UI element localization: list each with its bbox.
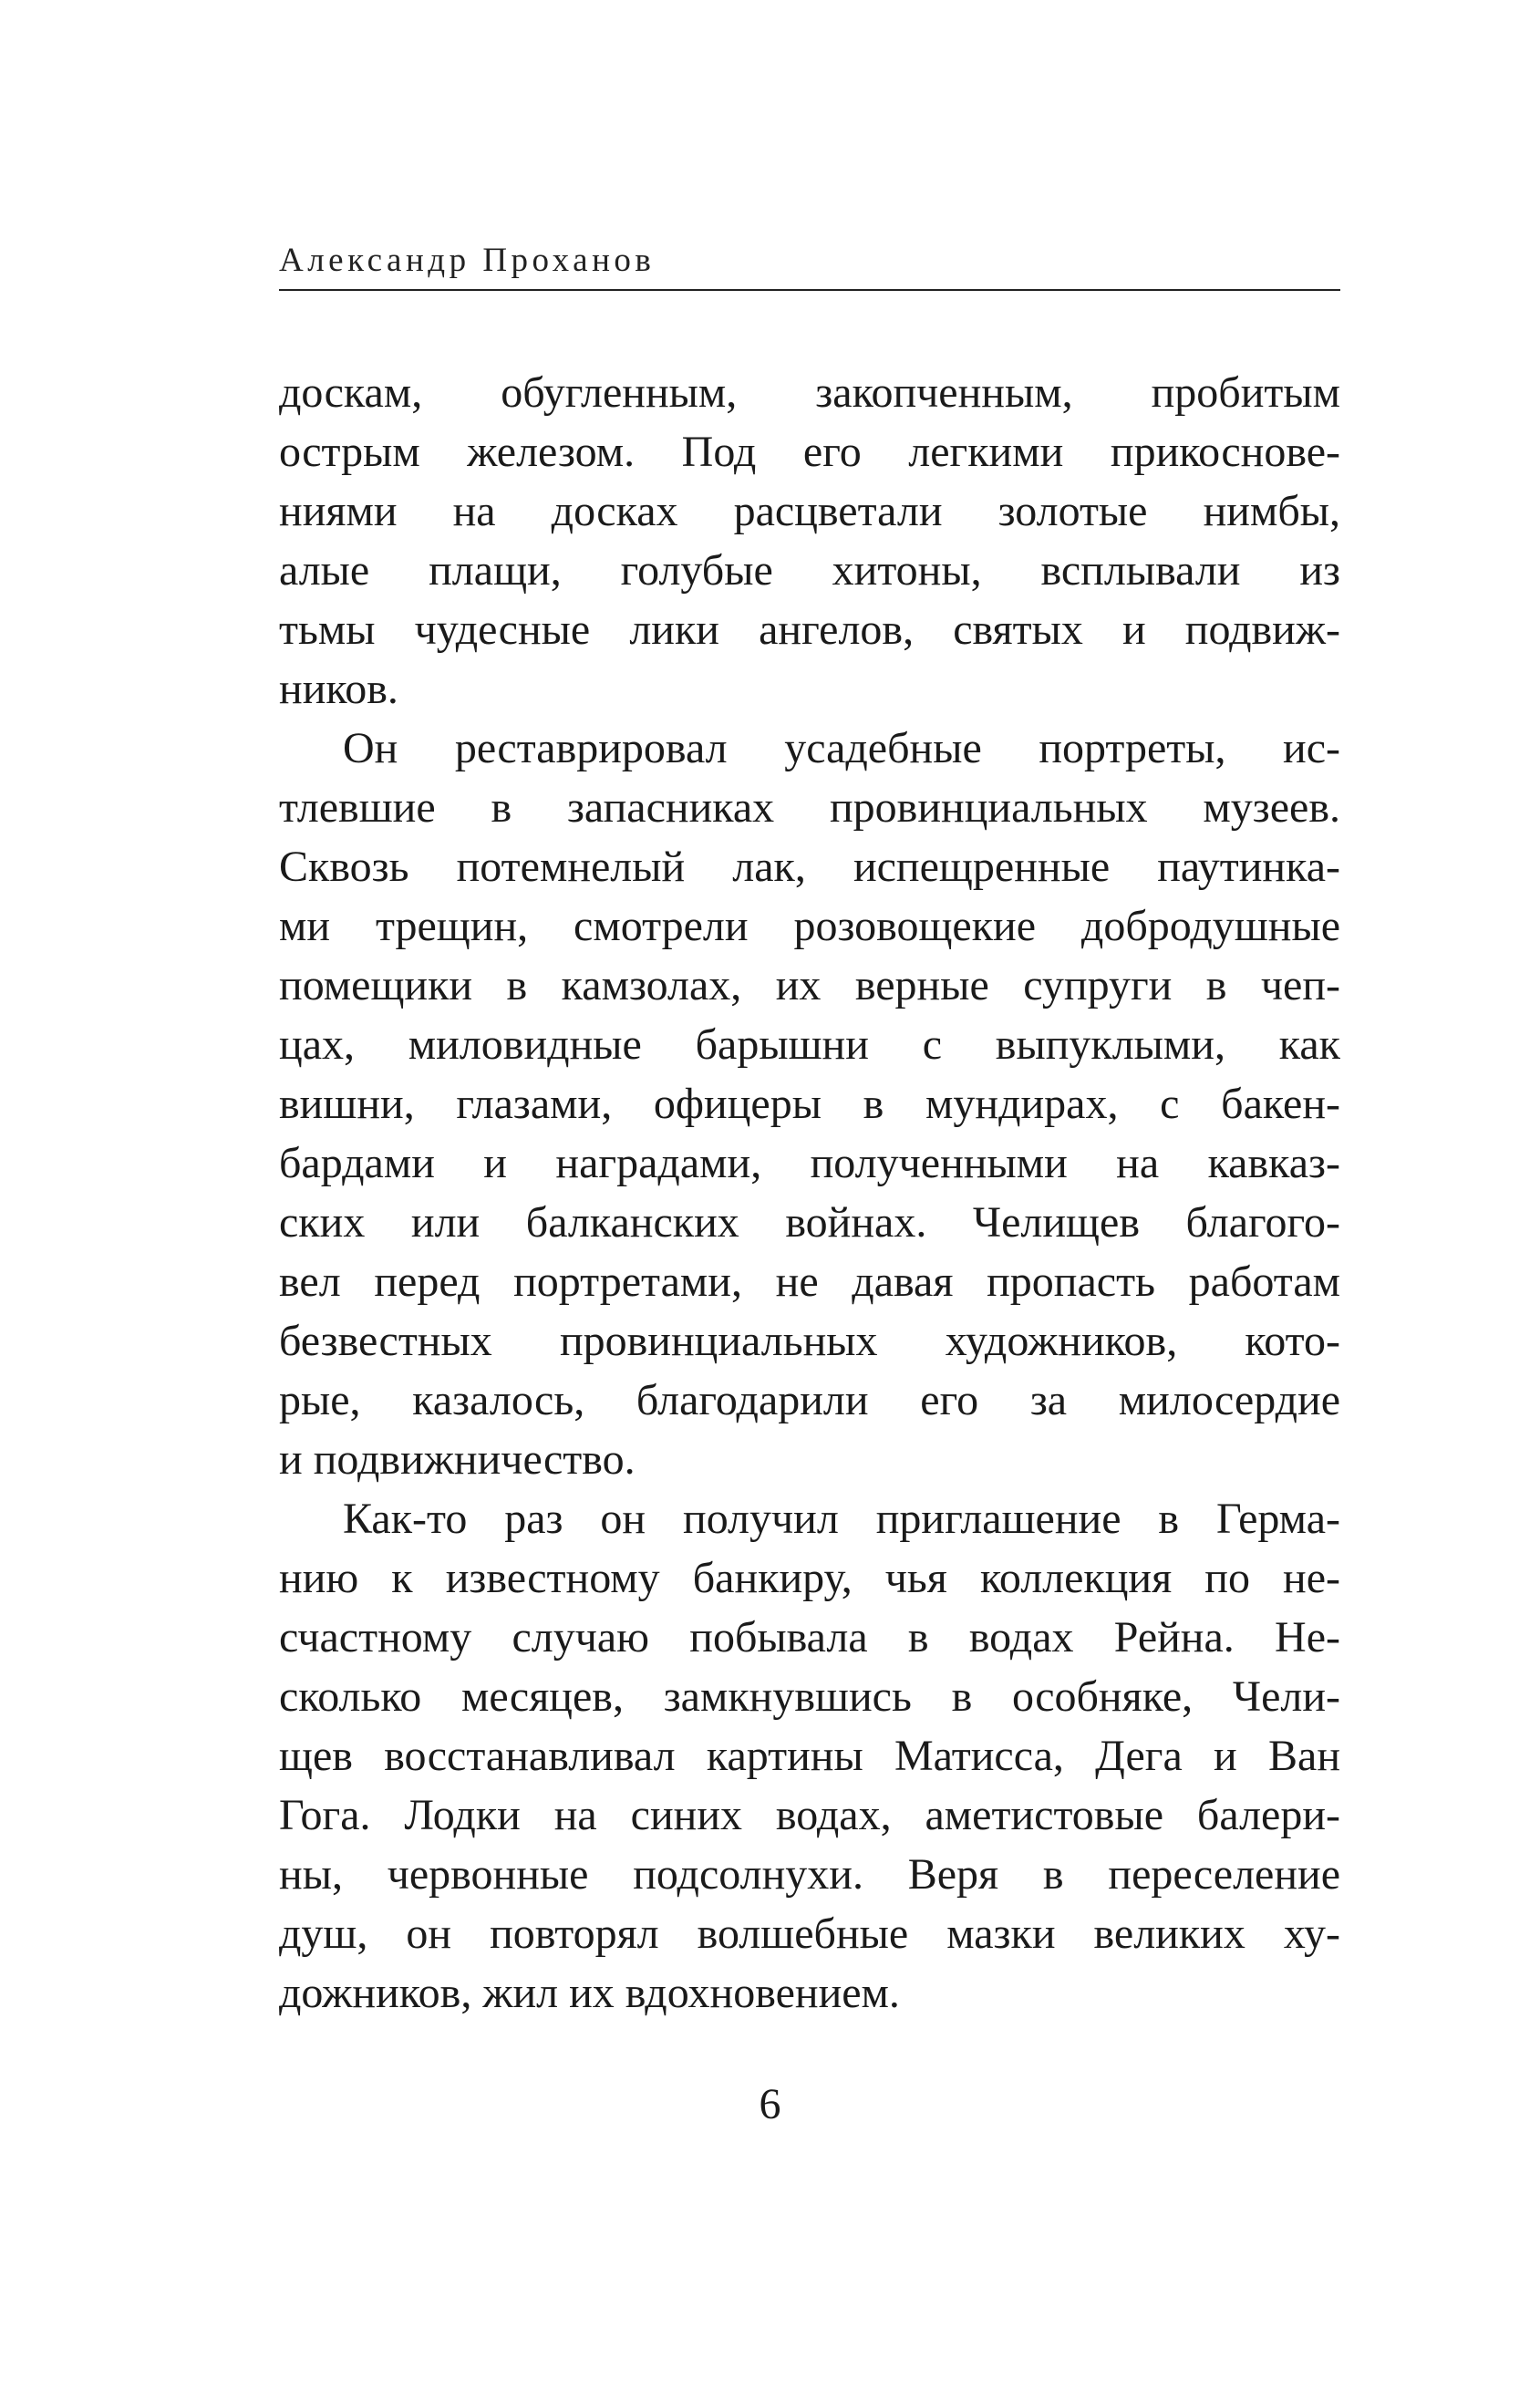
text-line: вишни, глазами, офицеры в мундирах, с бакен- [279, 1080, 1340, 1128]
text-line: бардами и наградами, полученными на кавказ- [279, 1139, 1340, 1187]
text-line: алые плащи, голубые хитоны, всплывали из [279, 546, 1340, 595]
text-line: ны, червонные подсолнухи. Веря в переселение [279, 1850, 1340, 1899]
text-line: нию к известному банкиру, чья коллекция по не- [279, 1554, 1340, 1602]
text-line: Сквозь потемнелый лак, испещренные паутинка- [279, 843, 1340, 891]
text-line: и подвижничество. [279, 1435, 636, 1484]
text-line: ми трещин, смотрели розовощекие добродушные [279, 902, 1340, 950]
text-line: ников. [279, 665, 398, 713]
author-name: Александр Проханов [279, 242, 656, 279]
text-line: помещики в камзолах, их верные супруги в чеп- [279, 961, 1340, 1009]
text-line: Как-то раз он получил приглашение в Герма- [343, 1495, 1340, 1543]
text-line: сколько месяцев, замкнувшись в особняке, Чели- [279, 1672, 1340, 1721]
text-line: рые, казалось, благодарили его за милосердие [279, 1376, 1340, 1424]
text-line: безвестных провинциальных художников, кото- [279, 1317, 1340, 1365]
body-text [279, 363, 1340, 2023]
text-line: вел перед портретами, не давая пропасть работам [279, 1258, 1340, 1306]
text-line: душ, он повторял волшебные мазки великих ху- [279, 1910, 1340, 1958]
text-line: Он реставрировал усадебные портреты, ис- [343, 724, 1340, 772]
header-rule [279, 289, 1340, 291]
text-line: тлевшие в запасниках провинциальных музеев. [279, 783, 1340, 832]
text-line: острым железом. Под его легкими прикоснове- [279, 428, 1340, 476]
text-line: щев восстанавливал картины Матисса, Дега и Ван [279, 1732, 1340, 1780]
text-line: тьмы чудесные лики ангелов, святых и подвиж- [279, 606, 1340, 654]
text-line: ских или балканских войнах. Челищев благого- [279, 1198, 1340, 1247]
text-line: счастному случаю побывала в водах Рейна. Не- [279, 1613, 1340, 1661]
running-head [279, 239, 1340, 294]
text-line: доскам, обугленным, закопченным, пробитым [279, 368, 1340, 417]
text-line: цах, миловидные барышни с выпуклыми, как [279, 1020, 1340, 1069]
page-number: 6 [759, 2080, 781, 2128]
text-line: дожников, жил их вдохновением. [279, 1969, 900, 2017]
text-line: Гога. Лодки на синих водах, аметистовые балери- [279, 1791, 1340, 1839]
text-line: ниями на досках расцветали золотые нимбы, [279, 487, 1340, 535]
